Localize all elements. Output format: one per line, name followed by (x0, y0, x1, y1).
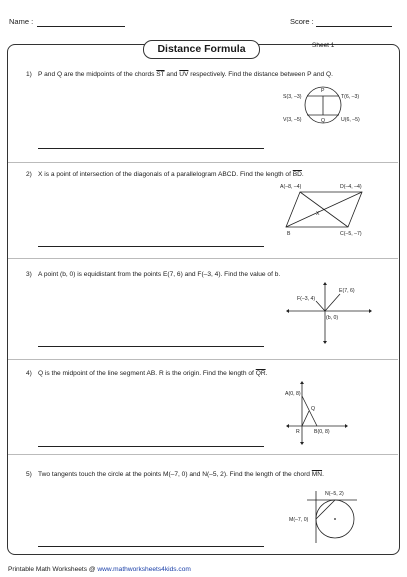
question-number: 2) (26, 171, 32, 178)
point-label-u: U(6, –5) (341, 117, 360, 123)
segment-label: $\overline{QR}$ (255, 370, 266, 377)
answer-line[interactable] (38, 148, 264, 149)
point-label-q: Q (311, 406, 316, 412)
segment-rq (302, 411, 309, 426)
section-divider (8, 454, 398, 455)
footer-text: Printable Math Worksheets @ (8, 566, 98, 573)
question-text: Two tangents touch the circle at the points M(–7, 0) and N(–5, 2). Find the length of the chord (38, 471, 312, 478)
answer-line[interactable] (38, 246, 264, 247)
segment-eb (325, 294, 340, 311)
question-text: . (265, 370, 268, 377)
diagram-chords-circle (280, 84, 370, 130)
worksheet-title: Distance Formula (143, 40, 260, 59)
question-text: . (301, 171, 304, 178)
question-2 (26, 170, 386, 179)
question-number: 3) (26, 271, 32, 278)
segment-label: $\overline{UV}$ (179, 71, 189, 78)
point-label-n: N(–5, 2) (325, 491, 344, 497)
question-text: and (164, 71, 180, 78)
sheet-label: Sheet 1 (312, 42, 335, 49)
point-label-b: B(0, 8) (314, 429, 330, 435)
point-label-a: A(0, 8) (285, 391, 301, 397)
answer-line[interactable] (38, 546, 264, 547)
point-label-e: E(7, 6) (339, 288, 355, 294)
point-label-a: A(–8, –4) (280, 184, 302, 190)
point-label-d: D(–4, –4) (340, 184, 362, 190)
section-divider (8, 162, 398, 163)
point-label-s: S(3, –3) (283, 94, 302, 100)
point-label-v: V(3, –5) (283, 117, 302, 123)
diagram-parallelogram (280, 181, 380, 237)
point-label-m: M(–7, 0) (289, 517, 309, 523)
question-4 (26, 369, 386, 378)
question-number: 5) (26, 471, 32, 478)
name-field[interactable] (37, 26, 125, 27)
section-divider (8, 258, 398, 259)
footer (8, 566, 191, 573)
segment-label: $\overline{MN}$ (311, 471, 323, 478)
point-label-q: Q (321, 118, 326, 124)
question-text: P and Q are the midpoints of the chords (38, 71, 157, 78)
diagram-tangents (285, 485, 365, 547)
question-number: 4) (26, 370, 32, 377)
point-label-f: F(–3, 4) (297, 296, 316, 302)
point-label-c: C(–5, –7) (340, 231, 362, 237)
name-label: Name : (9, 17, 34, 26)
question-3 (26, 270, 386, 279)
answer-line[interactable] (38, 446, 264, 447)
segment-label: $\overline{BD}$ (292, 171, 302, 178)
point-label-t: T(6, –3) (341, 94, 360, 100)
diagram-midpoint (285, 382, 355, 444)
question-5 (26, 470, 386, 479)
answer-line[interactable] (38, 346, 264, 347)
segment-label: $\overline{ST}$ (156, 71, 165, 78)
question-text: X is a point of intersection of the diagonals of a parallelogram ABCD. Find the length of (38, 171, 293, 178)
question-text: respectively. Find the distance between P and Q. (188, 71, 333, 78)
point-label-p: P (321, 88, 325, 94)
question-number: 1) (26, 71, 32, 78)
axis-arrows (286, 282, 372, 344)
circle-center (334, 518, 336, 520)
question-text: Q is the midpoint of the line segment AB. R is the origin. Find the length of (38, 370, 256, 377)
score-field[interactable] (316, 26, 392, 27)
segment-fb (316, 301, 325, 311)
score-label: Score : (290, 17, 314, 26)
point-label-b: (b, 0) (326, 315, 339, 321)
diagram-equidistant (285, 283, 375, 343)
question-1 (26, 70, 386, 79)
question-text: . (322, 471, 324, 478)
section-divider (8, 359, 398, 360)
point-label-x: X (316, 211, 320, 217)
point-label-b: B (287, 231, 291, 237)
question-text: A point (b, 0) is equidistant from the points E(7, 6) and F(–3, 4). Find the value of b. (38, 271, 281, 278)
footer-link[interactable]: www.mathworksheets4kids.com (97, 566, 191, 573)
point-label-r: R (296, 429, 300, 435)
diagonal-bd (286, 192, 362, 227)
